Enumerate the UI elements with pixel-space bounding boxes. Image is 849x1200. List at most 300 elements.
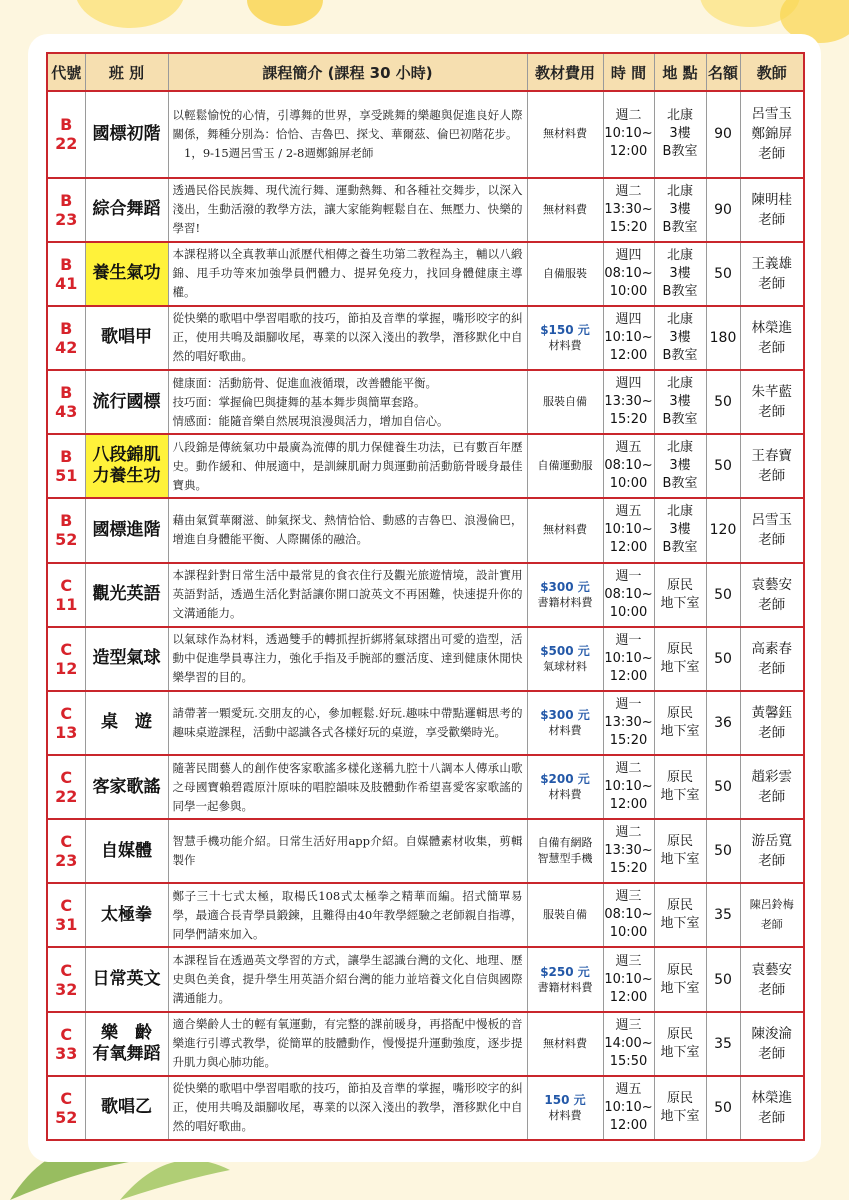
fee-label: 自備有網路 智慧型手機 xyxy=(537,836,593,866)
material-fee xyxy=(527,242,603,306)
class-day: 週四 xyxy=(615,247,642,263)
course-description: 本課程旨在透過英文學習的方式，讓學生認識台灣的文化、地理、歷史與色美食，提升學生用英語介紹台灣的能力並培養文化自信與國際溝通能力。 xyxy=(168,947,527,1011)
fee-label: 材料費 xyxy=(548,788,582,802)
course-name-line: 養生氣功 xyxy=(92,263,161,284)
class-time xyxy=(603,627,654,691)
teacher-line: 陳明桂 xyxy=(751,191,792,208)
teacher-line: 黃馨鈺 xyxy=(751,704,792,721)
course-name-line: 觀光英語 xyxy=(92,584,161,605)
class-time xyxy=(603,1012,654,1076)
course-code-number: 12 xyxy=(55,658,78,678)
class-quota: 50 xyxy=(706,947,740,1011)
class-time xyxy=(603,691,654,755)
teacher-line: 老師 xyxy=(760,918,783,932)
class-end: 10:00 xyxy=(609,283,648,299)
course-name xyxy=(85,627,168,691)
table-row xyxy=(47,434,804,498)
course-name-line: 自媒體 xyxy=(101,840,152,861)
material-fee xyxy=(527,627,603,691)
location-line: 北康 xyxy=(666,376,693,392)
location-line: 地下室 xyxy=(660,723,700,739)
location-line: 地下室 xyxy=(660,1108,700,1124)
class-start: 10:10~ xyxy=(604,971,653,987)
location-line: 地下室 xyxy=(660,659,700,675)
course-code-letter: C xyxy=(60,896,73,916)
class-location xyxy=(654,370,706,434)
location-line: B教室 xyxy=(662,283,698,299)
class-time xyxy=(603,883,654,947)
course-name-line: 日常英文 xyxy=(92,969,161,990)
course-name xyxy=(85,434,168,498)
class-day: 週一 xyxy=(615,696,642,712)
location-line: 原民 xyxy=(666,641,693,657)
class-location xyxy=(654,1012,706,1076)
class-time xyxy=(603,242,654,306)
class-location xyxy=(654,178,706,242)
class-day: 週二 xyxy=(615,825,642,841)
class-start: 08:10~ xyxy=(604,907,653,923)
teacher-line: 王春寶 xyxy=(751,448,792,465)
course-code-number: 32 xyxy=(55,979,78,999)
course-name xyxy=(85,819,168,883)
course-name xyxy=(85,178,168,242)
class-day: 週五 xyxy=(615,504,642,520)
teacher-line: 老師 xyxy=(758,1109,786,1126)
class-quota: 35 xyxy=(706,1012,740,1076)
teacher-line: 老師 xyxy=(758,404,786,421)
class-quota: 36 xyxy=(706,691,740,755)
teacher-line: 老師 xyxy=(758,853,786,870)
class-start: 14:00~ xyxy=(604,1035,653,1051)
location-line: 3樓 xyxy=(669,394,691,410)
class-end: 15:20 xyxy=(609,732,648,748)
course-code-number: 11 xyxy=(55,594,78,614)
class-quota: 50 xyxy=(706,819,740,883)
course-code xyxy=(47,178,85,242)
fee-label: 氣球材料 xyxy=(543,659,587,673)
course-code-number: 43 xyxy=(55,402,78,422)
table-row xyxy=(47,883,804,947)
material-fee xyxy=(527,947,603,1011)
class-start: 08:10~ xyxy=(604,586,653,602)
material-fee xyxy=(527,883,603,947)
teacher-name xyxy=(740,947,804,1011)
teacher-name xyxy=(740,434,804,498)
teacher-line: 老師 xyxy=(758,275,786,292)
material-fee xyxy=(527,691,603,755)
course-code-number: 22 xyxy=(55,134,78,154)
course-name xyxy=(85,498,168,562)
course-code-number: 33 xyxy=(55,1043,78,1063)
course-description: 以輕鬆愉悅的心情，引導舞的世界，享受跳舞的樂趣與促進良好人際關係，舞種分別為：恰恰、吉魯巴、探戈、華爾茲、倫巴初階花步。 1，9-15週呂雪玉 / 2-8週鄭錦屏老師 xyxy=(168,91,527,178)
class-quota: 180 xyxy=(706,306,740,370)
class-end: 10:00 xyxy=(609,604,648,620)
teacher-line: 林榮進 xyxy=(751,1089,792,1106)
teacher-name xyxy=(740,627,804,691)
class-location xyxy=(654,819,706,883)
class-day: 週一 xyxy=(615,568,642,584)
fee-label: 服裝自備 xyxy=(543,395,587,409)
table-row xyxy=(47,306,804,370)
course-description: 本課程針對日常生活中最常見的食衣住行及觀光旅遊情境，設計實用英語對話，透過生活化對話讓你開口說英文不再困難，快速提升你的文溝通能力。 xyxy=(168,563,527,627)
course-code-number: 13 xyxy=(55,722,78,742)
teacher-name xyxy=(740,691,804,755)
course-code xyxy=(47,947,85,1011)
table-row xyxy=(47,947,804,1011)
course-description: 以氣球作為材料，透過雙手的轉抓捏折綁將氣球摺出可愛的造型，活動中促進學員專注力，強化手指及手腕部的靈活度、達到健康休閒快樂學習的目的。 xyxy=(168,627,527,691)
teacher-line: 老師 xyxy=(758,724,786,741)
class-end: 12:00 xyxy=(609,668,648,684)
class-location xyxy=(654,434,706,498)
location-line: 地下室 xyxy=(660,1044,700,1060)
teacher-name xyxy=(740,498,804,562)
class-time xyxy=(603,819,654,883)
location-line: 原民 xyxy=(666,705,693,721)
course-name-line: 有氧舞蹈 xyxy=(92,1043,161,1064)
location-line: 北康 xyxy=(666,504,693,520)
course-schedule-table xyxy=(46,52,805,1141)
material-fee xyxy=(527,755,603,819)
course-name xyxy=(85,755,168,819)
class-location xyxy=(654,883,706,947)
class-end: 15:20 xyxy=(609,412,648,428)
course-code-letter: C xyxy=(60,960,73,980)
course-name-line: 歌唱甲 xyxy=(101,327,152,348)
fee-label: 書籍材料費 xyxy=(537,980,593,994)
header-desc: 課程簡介 (課程 30 小時) xyxy=(168,53,527,91)
material-fee xyxy=(527,1012,603,1076)
teacher-line: 老師 xyxy=(758,211,786,228)
course-code-number: 52 xyxy=(55,530,78,550)
header-quota: 名額 xyxy=(706,53,740,91)
header-code: 代號 xyxy=(47,53,85,91)
fee-label: 無材料費 xyxy=(543,1036,587,1050)
class-day: 週四 xyxy=(615,376,642,392)
teacher-name xyxy=(740,1076,804,1140)
course-code xyxy=(47,1012,85,1076)
course-name xyxy=(85,563,168,627)
class-time xyxy=(603,563,654,627)
table-row xyxy=(47,691,804,755)
course-code-letter: C xyxy=(60,1088,73,1108)
teacher-line: 老師 xyxy=(758,596,786,613)
fee-price: $200 元 xyxy=(540,772,590,787)
course-description: 從快樂的歌唱中學習唱歌的技巧，節拍及音準的掌握，嘴形咬字的糾正，使用共鳴及韻腳收尾，專業的以深入淺出的教學，潛移默化中自然的唱好歌曲。 xyxy=(168,1076,527,1140)
teacher-name xyxy=(740,1012,804,1076)
teacher-line: 陳呂鈴梅 xyxy=(749,898,794,912)
course-name-line: 桌 遊 xyxy=(101,712,152,733)
course-name-line: 國標進階 xyxy=(92,519,161,540)
teacher-line: 呂雪玉 xyxy=(751,106,792,123)
course-description: 從快樂的歌唱中學習唱歌的技巧，節拍及音準的掌握，嘴形咬字的糾正，使用共鳴及韻腳收尾，專業的以深入淺出的教學，潛移默化中自然的唱好歌曲。 xyxy=(168,306,527,370)
class-quota: 50 xyxy=(706,1076,740,1140)
class-time xyxy=(603,370,654,434)
fee-price: $250 元 xyxy=(540,964,590,979)
course-code-letter: C xyxy=(60,832,73,852)
location-line: 地下室 xyxy=(660,916,700,932)
course-code-number: 31 xyxy=(55,915,78,935)
teacher-line: 王義雄 xyxy=(751,255,792,272)
material-fee xyxy=(527,1076,603,1140)
course-code xyxy=(47,883,85,947)
material-fee xyxy=(527,819,603,883)
course-description: 八段錦是傳統氣功中最廣為流傳的肌力保健養生功法，已有數百年歷史。動作緩和、伸展適中，是訓練肌耐力與運動前活動筋骨暖身最佳寶典。 xyxy=(168,434,527,498)
fee-price: $150 元 xyxy=(540,322,590,337)
location-line: 北康 xyxy=(666,108,693,124)
location-line: B教室 xyxy=(662,476,698,492)
course-code xyxy=(47,755,85,819)
teacher-line: 老師 xyxy=(758,339,786,356)
class-end: 12:00 xyxy=(609,540,648,556)
class-location xyxy=(654,306,706,370)
course-name xyxy=(85,947,168,1011)
location-line: B教室 xyxy=(662,144,698,160)
course-name-line: 太極拳 xyxy=(101,904,152,925)
teacher-name xyxy=(740,755,804,819)
location-line: 原民 xyxy=(666,1090,693,1106)
course-name-line: 歌唱乙 xyxy=(101,1097,152,1118)
class-quota: 90 xyxy=(706,178,740,242)
class-start: 13:30~ xyxy=(604,714,653,730)
material-fee xyxy=(527,91,603,178)
class-end: 12:00 xyxy=(609,144,648,160)
class-quota: 50 xyxy=(706,627,740,691)
course-code-number: 52 xyxy=(55,1107,78,1127)
table-row xyxy=(47,819,804,883)
location-line: 地下室 xyxy=(660,852,700,868)
course-code-letter: B xyxy=(60,511,73,531)
course-code xyxy=(47,434,85,498)
class-start: 10:10~ xyxy=(604,650,653,666)
teacher-line: 袁藝安 xyxy=(751,576,792,593)
table-row xyxy=(47,370,804,434)
class-day: 週二 xyxy=(615,761,642,777)
fee-label: 自備服裝 xyxy=(543,266,587,280)
teacher-line: 老師 xyxy=(758,660,786,677)
teacher-line: 老師 xyxy=(758,789,786,806)
teacher-name xyxy=(740,242,804,306)
class-day: 週五 xyxy=(615,440,642,456)
course-code-letter: C xyxy=(60,703,73,723)
class-start: 10:10~ xyxy=(604,522,653,538)
class-start: 10:10~ xyxy=(604,126,653,142)
location-line: 地下室 xyxy=(660,788,700,804)
course-code-letter: B xyxy=(60,318,73,338)
course-code-number: 22 xyxy=(55,787,78,807)
class-end: 12:00 xyxy=(609,1117,648,1133)
class-location xyxy=(654,627,706,691)
course-code xyxy=(47,627,85,691)
fee-price: 150 元 xyxy=(544,1092,586,1107)
class-day: 週一 xyxy=(615,632,642,648)
teacher-name xyxy=(740,370,804,434)
course-code-number: 51 xyxy=(55,466,78,486)
teacher-line: 高素春 xyxy=(751,640,792,657)
location-line: 3樓 xyxy=(669,522,691,538)
material-fee xyxy=(527,306,603,370)
location-line: 3樓 xyxy=(669,201,691,217)
class-day: 週四 xyxy=(615,311,642,327)
class-day: 週三 xyxy=(615,1017,642,1033)
course-description: 本課程將以全真教華山派歷代相傳之養生功第二教程為主，輔以八緞錦、甩手功等來加強學員們體力、提昇免疫力，找回身體健康主導權。 xyxy=(168,242,527,306)
location-line: 原民 xyxy=(666,577,693,593)
location-line: 北康 xyxy=(666,183,693,199)
header-class: 班 別 xyxy=(85,53,168,91)
class-time xyxy=(603,178,654,242)
location-line: 原民 xyxy=(666,1026,693,1042)
class-end: 12:00 xyxy=(609,347,648,363)
course-code-letter: B xyxy=(60,115,73,135)
course-name xyxy=(85,1076,168,1140)
fee-price: $500 元 xyxy=(540,643,590,658)
teacher-name xyxy=(740,563,804,627)
material-fee xyxy=(527,178,603,242)
course-code-letter: C xyxy=(60,639,73,659)
class-end: 12:00 xyxy=(609,797,648,813)
location-line: 北康 xyxy=(666,440,693,456)
class-location xyxy=(654,1076,706,1140)
class-time xyxy=(603,306,654,370)
class-time xyxy=(603,755,654,819)
location-line: 3樓 xyxy=(669,126,691,142)
course-description: 智慧手機功能介紹。日常生活好用app介紹。自媒體素材收集，剪輯製作 xyxy=(168,819,527,883)
class-location xyxy=(654,91,706,178)
table-row xyxy=(47,178,804,242)
course-code-number: 41 xyxy=(55,273,78,293)
class-end: 12:00 xyxy=(609,989,648,1005)
course-description: 鄭子三十七式太極，取楊氏108式太極拳之精華而編。招式簡單易學，最適合長青學員鍛鍊，且難得由40年教學經驗之老師親自指導，同學們請來加入。 xyxy=(168,883,527,947)
teacher-line: 袁藝安 xyxy=(751,961,792,978)
course-description: 健康面：活動筋骨、促進血液循環，改善體能平衡。 技巧面：掌握倫巴與捷舞的基本舞步與簡單套路。 情感面：能隨音樂自然展現浪漫與活力，增加自信心。 xyxy=(168,370,527,434)
class-end: 10:00 xyxy=(609,925,648,941)
course-code-letter: B xyxy=(60,254,73,274)
header-time: 時 間 xyxy=(603,53,654,91)
fee-label: 無材料費 xyxy=(543,523,587,537)
course-code xyxy=(47,306,85,370)
teacher-name xyxy=(740,178,804,242)
table-row xyxy=(47,498,804,562)
teacher-name xyxy=(740,306,804,370)
course-name-line: 造型氣球 xyxy=(92,648,161,669)
teacher-line: 呂雪玉 xyxy=(751,512,792,529)
class-start: 10:10~ xyxy=(604,1099,653,1115)
teacher-line: 鄭錦屏 xyxy=(751,126,792,143)
course-code xyxy=(47,91,85,178)
location-line: 北康 xyxy=(666,311,693,327)
class-time xyxy=(603,91,654,178)
class-start: 08:10~ xyxy=(604,265,653,281)
class-quota: 50 xyxy=(706,755,740,819)
class-day: 週五 xyxy=(615,1081,642,1097)
course-name xyxy=(85,883,168,947)
course-name xyxy=(85,691,168,755)
table-row xyxy=(47,627,804,691)
location-line: 3樓 xyxy=(669,329,691,345)
class-location xyxy=(654,242,706,306)
class-end: 15:20 xyxy=(609,219,648,235)
teacher-line: 老師 xyxy=(758,468,786,485)
class-time xyxy=(603,1076,654,1140)
course-code-number: 42 xyxy=(55,337,78,357)
teacher-name xyxy=(740,91,804,178)
location-line: B教室 xyxy=(662,540,698,556)
course-description: 隨著民間藝人的創作使客家歌謠多樣化遂稱九腔十八調本人傳承山歌之母國寶賴碧霞原汁原味的唱腔韻味及肢體動作希望喜愛客家歌謠的同學一起參與。 xyxy=(168,755,527,819)
material-fee xyxy=(527,370,603,434)
course-name-line: 客家歌謠 xyxy=(92,776,161,797)
class-end: 10:00 xyxy=(609,476,648,492)
course-code-letter: B xyxy=(60,190,73,210)
header-fee: 教材費用 xyxy=(527,53,603,91)
teacher-line: 游岳寬 xyxy=(751,833,792,850)
class-quota: 90 xyxy=(706,91,740,178)
course-name-line: 樂 齡 xyxy=(101,1022,152,1043)
material-fee xyxy=(527,498,603,562)
class-time xyxy=(603,434,654,498)
class-quota: 35 xyxy=(706,883,740,947)
class-start: 13:30~ xyxy=(604,201,653,217)
class-end: 15:50 xyxy=(609,1053,648,1069)
course-description: 透過民俗民族舞、現代流行舞、運動熱舞、和各種社交舞步，以深入淺出，生動活潑的教學方法，讓大家能夠輕鬆自在、無壓力、快樂的學習! xyxy=(168,178,527,242)
material-fee xyxy=(527,563,603,627)
course-name xyxy=(85,91,168,178)
table-row xyxy=(47,242,804,306)
teacher-name xyxy=(740,819,804,883)
class-quota: 120 xyxy=(706,498,740,562)
class-location xyxy=(654,563,706,627)
class-day: 週三 xyxy=(615,953,642,969)
course-code-letter: C xyxy=(60,768,73,788)
class-location xyxy=(654,691,706,755)
teacher-line: 朱芊藍 xyxy=(751,384,792,401)
table-row xyxy=(47,91,804,178)
class-start: 13:30~ xyxy=(604,394,653,410)
header-location: 地 點 xyxy=(654,53,706,91)
course-name xyxy=(85,1012,168,1076)
class-location xyxy=(654,498,706,562)
course-code-letter: C xyxy=(60,1024,73,1044)
course-name-line: 八段錦肌 xyxy=(92,445,161,466)
location-line: 地下室 xyxy=(660,595,700,611)
course-code xyxy=(47,819,85,883)
class-day: 週二 xyxy=(615,183,642,199)
class-end: 15:20 xyxy=(609,861,648,877)
course-name xyxy=(85,370,168,434)
class-start: 13:30~ xyxy=(604,843,653,859)
class-start: 10:10~ xyxy=(604,329,653,345)
teacher-line: 老師 xyxy=(758,981,786,998)
course-code xyxy=(47,498,85,562)
course-name-line: 綜合舞蹈 xyxy=(92,199,161,220)
table-row xyxy=(47,563,804,627)
course-code-letter: C xyxy=(60,575,73,595)
teacher-line: 老師 xyxy=(758,1045,786,1062)
course-code-number: 23 xyxy=(55,851,78,871)
class-location xyxy=(654,947,706,1011)
class-day: 週二 xyxy=(615,108,642,124)
course-name xyxy=(85,242,168,306)
course-name-line: 流行國標 xyxy=(92,391,161,412)
table-row xyxy=(47,1076,804,1140)
fee-label: 無材料費 xyxy=(543,127,587,141)
class-location xyxy=(654,755,706,819)
location-line: B教室 xyxy=(662,412,698,428)
course-description: 請帶著一顆愛玩.交朋友的心，參加輕鬆.好玩.趣味中帶點邏輯思考的趣味桌遊課程，活動中認識各式各樣好玩的桌遊，享受歡樂時光。 xyxy=(168,691,527,755)
course-code-number: 23 xyxy=(55,209,78,229)
teacher-line: 陳浚淪 xyxy=(751,1025,792,1042)
location-line: 3樓 xyxy=(669,265,691,281)
course-code xyxy=(47,563,85,627)
location-line: B教室 xyxy=(662,219,698,235)
